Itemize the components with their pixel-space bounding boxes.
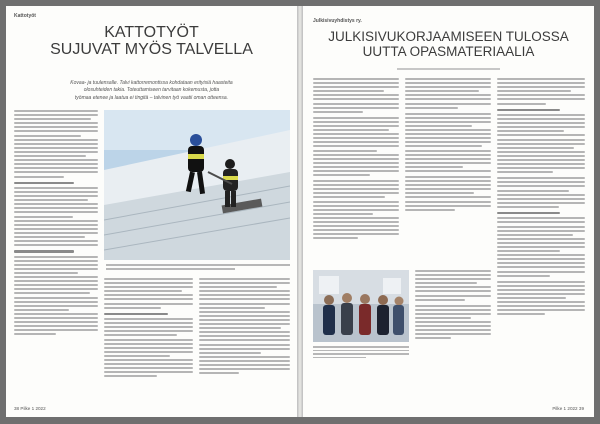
body-column-2 (405, 78, 491, 213)
body-column-2 (104, 278, 193, 379)
body-column-3 (199, 278, 290, 376)
title-line-2: SUJUVAT MYÖS TALVELLA (50, 41, 253, 59)
page-number: Pilke 1 2022 39 (552, 406, 584, 411)
group-photo-illustration (313, 270, 409, 342)
lead-line-3: työmaa etenee ja laatua ei tingitä – talvinen työ vaatii oman otteensa. (74, 94, 229, 101)
title-line-1: JULKISIVUKORJAAMISEEN TULOSSA (328, 29, 569, 44)
right-page (303, 6, 594, 417)
body-column-1 (313, 78, 399, 241)
photo-caption (313, 346, 409, 358)
roof-photo-illustration (104, 110, 290, 260)
photo-caption (106, 264, 290, 270)
title-line-1: KATTOTYÖT (104, 24, 199, 41)
body-column-3 (497, 78, 585, 317)
section-tag: Kattotyöt (14, 13, 36, 19)
page-number: 38 Pilke 1 2022 (14, 406, 46, 411)
roof-workers-photo (104, 110, 290, 260)
title-line-2: UUTTA OPASMATERIAALIA (362, 43, 535, 59)
lead-line-2: olosuhteiden takia. Toteuttamiseen tarvitaan kokemusta, jotta (83, 87, 220, 94)
left-page (6, 6, 297, 417)
body-column-2-continued (415, 270, 491, 342)
byline (363, 68, 534, 70)
section-tag: Julkisivuyhdistys ry. (313, 18, 362, 24)
group-photo (313, 270, 409, 342)
article-title (6, 24, 297, 59)
lead-paragraph (34, 80, 269, 102)
lead-line-1: Kovaa- ja tuulensalle. Talvi kattorremontissa kohdataan erityisiä haasteita (70, 80, 233, 86)
article-title (303, 30, 594, 59)
body-column-1 (14, 110, 98, 337)
